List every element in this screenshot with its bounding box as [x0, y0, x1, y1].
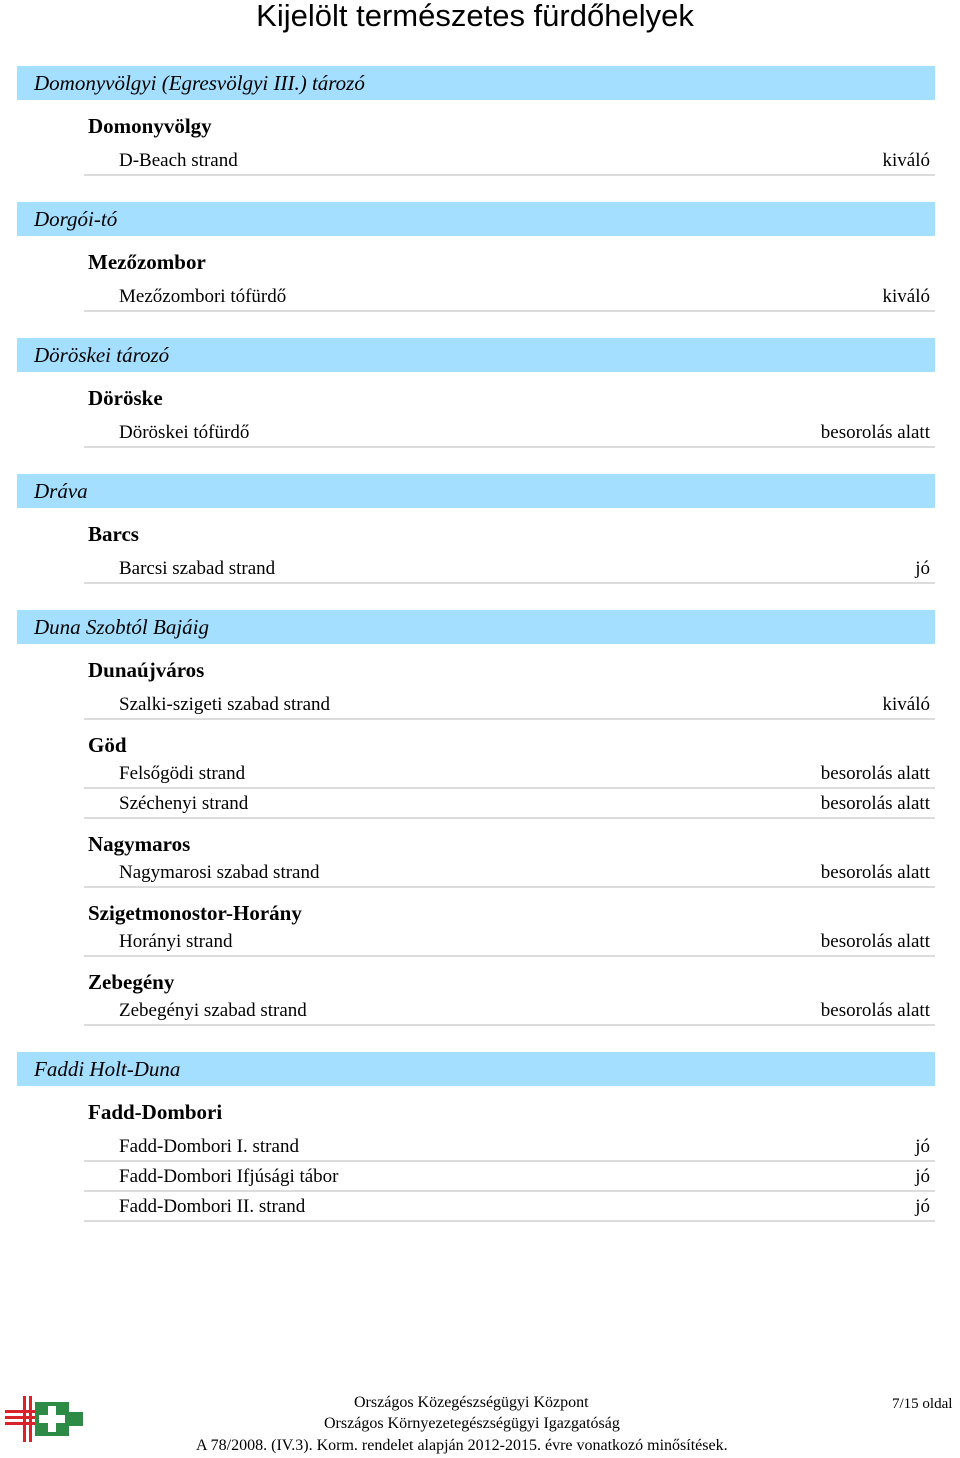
water-body-header: Döröskei tározó	[17, 338, 935, 372]
beach-row	[84, 282, 935, 312]
bathing-site-list	[0, 66, 960, 1248]
town-name: Dunaújváros	[88, 658, 205, 682]
beach-name: Horányi strand	[119, 931, 233, 952]
beach-rating: kiváló	[882, 694, 930, 715]
footer-institute: Országos Közegészségügyi Központ	[354, 1394, 589, 1411]
water-body-header: Dorgói-tó	[17, 202, 935, 236]
beach-row	[84, 690, 935, 720]
beach-rating: besorolás alatt	[820, 1000, 930, 1021]
section-gap	[0, 312, 960, 338]
beach-name: Zebegényi szabad strand	[119, 1000, 307, 1021]
footer-regulation: A 78/2008. (IV.3). Korm. rendelet alapján 2012-2015. évre vonatkozó minősítések.	[196, 1437, 728, 1454]
beach-name: Széchenyi strand	[119, 793, 249, 814]
beach-name: D-Beach strand	[119, 150, 238, 171]
beach-row	[84, 554, 935, 584]
beach-row	[84, 759, 935, 789]
beach-rating: besorolás alatt	[820, 422, 930, 443]
section-gap	[0, 584, 960, 610]
beach-name: Döröskei tófürdő	[119, 422, 250, 443]
beach-name: Barcsi szabad strand	[119, 558, 276, 579]
beach-name: Mezőzombori tófürdő	[119, 286, 287, 307]
beach-row	[84, 1192, 935, 1222]
beach-row	[84, 146, 935, 176]
beach-row	[84, 996, 935, 1026]
beach-rating: besorolás alatt	[820, 793, 930, 814]
beach-rating: jó	[915, 1136, 930, 1157]
beach-rating: jó	[915, 558, 930, 579]
town-name: Göd	[88, 733, 127, 757]
beach-rating: kiváló	[882, 286, 930, 307]
town-name: Mezőzombor	[88, 250, 206, 274]
town-name: Fadd-Dombori	[88, 1100, 223, 1124]
beach-rating: besorolás alatt	[820, 862, 930, 883]
town-name: Döröske	[88, 386, 163, 410]
beach-row	[84, 858, 935, 888]
beach-row	[84, 789, 935, 819]
water-body-header: Dráva	[17, 474, 935, 508]
page-number: 7/15 oldal	[892, 1396, 953, 1412]
town-name: Nagymaros	[88, 832, 191, 856]
beach-name: Fadd-Dombori II. strand	[119, 1196, 306, 1217]
beach-row	[84, 418, 935, 448]
town-name: Barcs	[88, 522, 139, 546]
page-footer	[0, 1390, 960, 1458]
section-gap	[0, 1222, 960, 1248]
oki-cross-logo-icon	[5, 1396, 85, 1442]
beach-rating: kiváló	[882, 150, 930, 171]
town-name: Domonyvölgy	[88, 114, 212, 138]
beach-row	[84, 927, 935, 957]
section-gap	[0, 176, 960, 202]
beach-name: Nagymarosi szabad strand	[119, 862, 320, 883]
beach-row	[84, 1162, 935, 1192]
page-title: Kijelölt természetes fürdőhelyek	[256, 0, 694, 33]
section-gap	[0, 1026, 960, 1052]
town-name: Zebegény	[88, 970, 175, 994]
beach-rating: jó	[915, 1196, 930, 1217]
beach-name: Felsőgödi strand	[119, 763, 246, 784]
town-name: Szigetmonostor-Horány	[88, 901, 302, 925]
beach-row	[84, 1132, 935, 1162]
beach-rating: besorolás alatt	[820, 931, 930, 952]
beach-name: Szalki-szigeti szabad strand	[119, 694, 331, 715]
beach-name: Fadd-Dombori I. strand	[119, 1136, 299, 1157]
water-body-header: Domonyvölgyi (Egresvölgyi III.) tározó	[17, 66, 935, 100]
water-body-header: Duna Szobtól Bajáig	[17, 610, 935, 644]
water-body-header: Faddi Holt-Duna	[17, 1052, 935, 1086]
section-gap	[0, 448, 960, 474]
beach-rating: jó	[915, 1166, 930, 1187]
footer-directorate: Országos Környezetegészségügyi Igazgatóság	[324, 1415, 620, 1432]
beach-rating: besorolás alatt	[820, 763, 930, 784]
beach-name: Fadd-Dombori Ifjúsági tábor	[119, 1166, 339, 1187]
